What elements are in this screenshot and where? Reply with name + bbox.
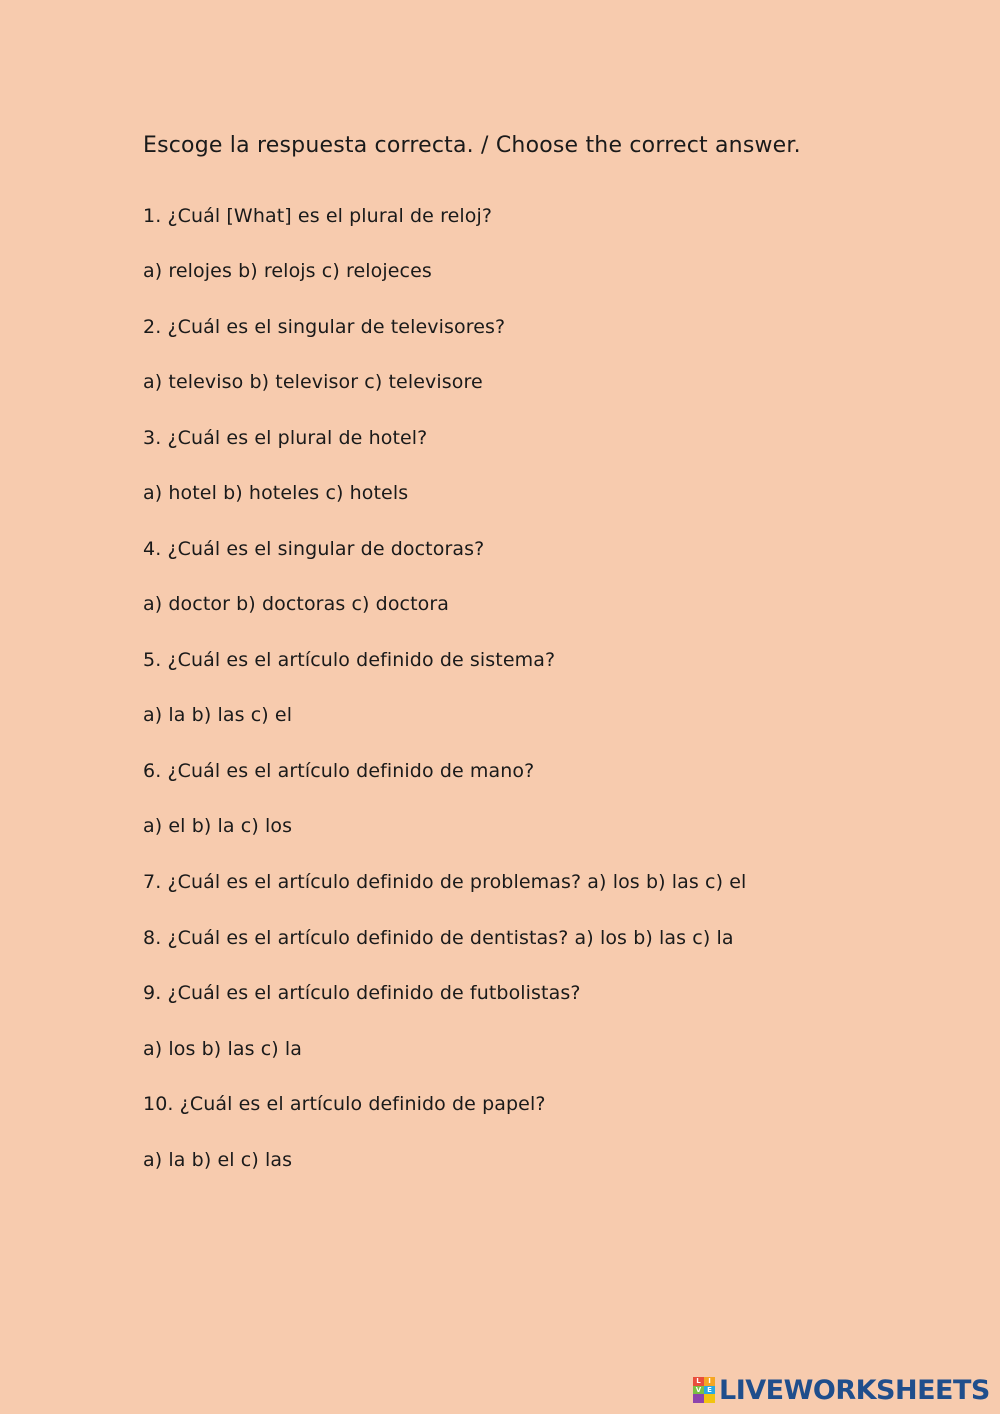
question-8: 8. ¿Cuál es el artículo definido de dentistas? a) los b) las c) la: [143, 927, 734, 949]
question-2: 2. ¿Cuál es el singular de televisores?: [143, 316, 506, 338]
instructions-title: Escoge la respuesta correcta. / Choose the correct answer.: [143, 133, 801, 158]
logo-tile: [704, 1394, 715, 1403]
answer-options-3: a) hotel b) hoteles c) hotels: [143, 482, 409, 504]
answer-options-2: a) televiso b) televisor c) televisore: [143, 371, 483, 393]
answer-options-9: a) los b) las c) la: [143, 1038, 303, 1060]
answer-options-5: a) la b) las c) el: [143, 704, 293, 726]
logo-tile: [693, 1394, 704, 1403]
question-1: 1. ¿Cuál [What] es el plural de reloj?: [143, 205, 493, 227]
logo-text: LIVEWORKSHEETS: [719, 1374, 990, 1406]
liveworksheets-logo-icon: [693, 1377, 715, 1403]
question-5: 5. ¿Cuál es el artículo definido de sistema?: [143, 649, 556, 671]
question-10: 10. ¿Cuál es el artículo definido de papel?: [143, 1093, 546, 1115]
logo-tile: L: [693, 1377, 704, 1386]
logo-tile: E: [704, 1386, 715, 1394]
answer-options-10: a) la b) el c) las: [143, 1149, 293, 1171]
logo-tile: I: [704, 1377, 715, 1386]
question-4: 4. ¿Cuál es el singular de doctoras?: [143, 538, 485, 560]
answer-options-4: a) doctor b) doctoras c) doctora: [143, 593, 450, 615]
question-3: 3. ¿Cuál es el plural de hotel?: [143, 427, 428, 449]
question-7: 7. ¿Cuál es el artículo definido de problemas? a) los b) las c) el: [143, 871, 747, 893]
liveworksheets-logo[interactable]: [693, 1374, 990, 1406]
question-6: 6. ¿Cuál es el artículo definido de mano?: [143, 760, 535, 782]
logo-tile: V: [693, 1386, 704, 1394]
answer-options-6: a) el b) la c) los: [143, 815, 293, 837]
answer-options-1: a) relojes b) relojs c) relojeces: [143, 260, 432, 282]
question-9: 9. ¿Cuál es el artículo definido de futbolistas?: [143, 982, 581, 1004]
